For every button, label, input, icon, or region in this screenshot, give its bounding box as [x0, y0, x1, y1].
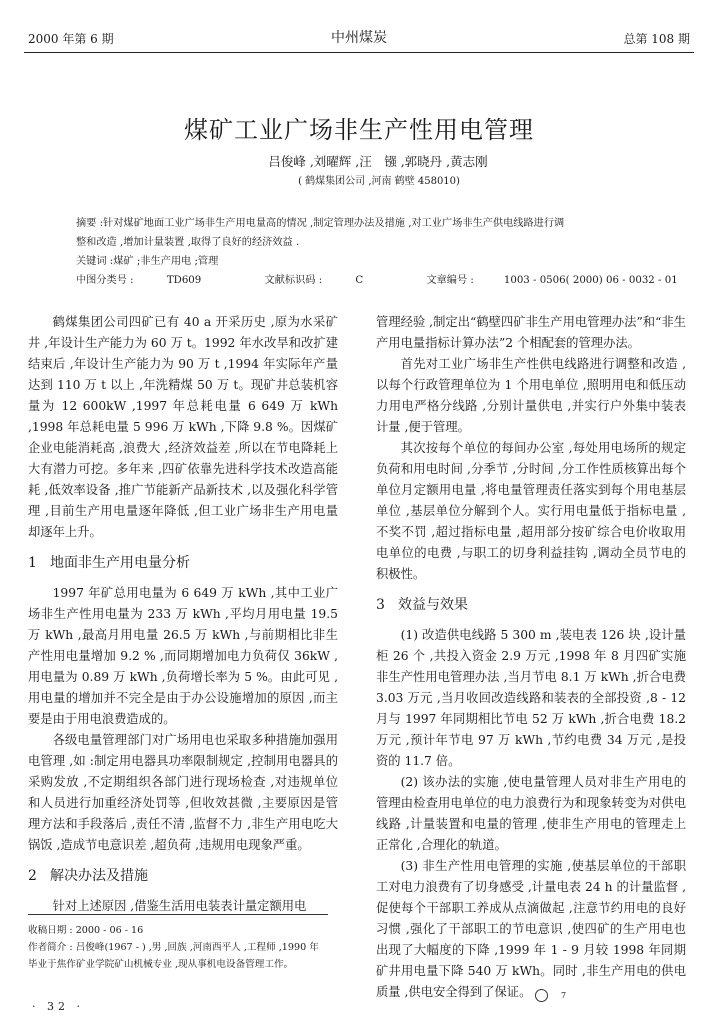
footnote: [28, 922, 348, 973]
article-affiliation: ( 鹤煤集团公司 ,河南 鹤壁 458010): [298, 176, 460, 187]
section-title: 效益与效果: [398, 597, 468, 613]
article-title: 煤矿工业广场非生产性用电管理: [184, 116, 534, 144]
section-number: 2: [28, 868, 37, 884]
body-paragraph: 首先对工业广场非生产性供电线路进行调整和改造 ,以每个行政管理单位为 1 个用电单位 ,照明用电和低压动力用电严格分线路 ,分别计量供电 ,并实行户外集中装表计量 ,便于管理。: [376, 357, 686, 434]
received-date: 收稿日期 : 2000 - 06 - 16: [28, 925, 144, 936]
body-paragraph: (2) 该办法的实施 ,使电量管理人员对非生产用电的管理由检查用电单位的电力浪费行为和现象转变为对供电线路 ,计量装置和电量的管理 ,使非生产用电的管理走上正常化 ,合理化的轨道。: [376, 775, 686, 852]
article-authors: 吕俊峰 ,刘曜辉 ,汪 镪 ,郭晓丹 ,黄志刚: [268, 154, 488, 169]
body-paragraph: 管理经验 ,制定出“鹤壁四矿非生产用电管理办法”和“非生产用电量指标计算办法”2 个相配套的管理办法。: [376, 315, 686, 350]
abstract-label: 摘要 :: [76, 218, 104, 229]
author-bio-2: 毕业于焦作矿业学院矿山机械专业 ,现从事机电设备管理工作。: [28, 959, 294, 970]
header-rule: [24, 52, 694, 53]
article-no-block: [426, 275, 707, 286]
body-paragraph-last: [376, 856, 686, 1003]
body-paragraph: 其次按每个单位的每间办公室 ,每处用电场所的规定负荷和用电时间 ,分季节 ,分时间 ,分工作性质核算出每个单位月定额用电量 ,将电量管理责任落实到每个用电基层单位 ,基层单位分解到个人。实行用电量低于指标电量 ,不奖不罚 ,超过指标电量 ,超用部分按矿综合电价收取用电单位的电费 ,与职工的切身利益挂钩 ,调动全员节电的积极性。: [376, 441, 686, 581]
clc-label: 中图分类号 :: [76, 275, 134, 286]
total-issue-label: 总第 108 期: [623, 32, 690, 46]
right-column: [376, 312, 686, 1003]
issue-label: 2000 年第 6 期: [28, 32, 114, 46]
doc-code-label: 文献标识码 :: [264, 275, 323, 286]
body-paragraph: (1) 改造供电线路 5 300 m ,装电表 126 块 ,设计量柜 26 个 ,共投入资金 2.9 万元 ,1998 年 8 月四矿实施非生产性用电管理办法 ,当月节电 8.1 万 kWh ,折合电费 3.03 万元 ,当月收回改造线路和装表的全部投资 ,8 - 12 月与 1997 年同期相比节电 52 万 kWh ,折合电费 18.2 万元 ,预计年节电 97 万 kWh ,节约电费 34 万元 ,是投资的 11.7 倍。: [376, 628, 686, 768]
abstract-line-1: [76, 214, 686, 233]
section-title: 地面非生产用电量分析: [50, 555, 190, 571]
left-column: [28, 312, 338, 917]
keywords-line: [76, 252, 686, 271]
clc-block: [76, 275, 231, 286]
abstract-text-1: 针对煤矿地面工业广场非生产用电量高的情况 ,制定管理办法及措施 ,对工业广场非生产供电线路进行调: [103, 218, 565, 229]
section-number: 1: [28, 555, 37, 571]
end-mark: 7: [535, 989, 548, 1002]
keywords-label: 关键词 :: [76, 256, 114, 267]
article-no: 1003 - 0506( 2000) 06 - 0032 - 01: [503, 275, 678, 286]
abstract-line-2: [76, 233, 686, 252]
body-paragraph: 鹤煤集团公司四矿已有 40 a 开采历史 ,原为水采矿井 ,年设计生产能力为 60 万 t。1992 年水改旱和改扩建结束后 ,年设计生产能力为 90 万 t ,1994 年实际年产量达到 110 万 t 以上 ,年洗精煤 50 万 t。现矿井总装机容量为 12 600kW ,1997 年总耗电量 6 649 万 kWh ,1998 年总耗电量 5 996 万 kWh ,下降 9.8 %。因煤矿企业电能消耗高 ,浪费大 ,经济效益差 ,所以在节电降耗上大有潜力可挖。多年来 ,四矿依靠先进科学技术改造高能耗 ,低效率设备 ,推广节能新产品新技术 ,以及强化科学管理 ,目前生产用电量逐年降低 ,但工业广场非生产用电量却逐年上升。: [28, 315, 338, 539]
body-paragraph: 针对上述原因 ,借鉴生活用电装表计量定额用电: [52, 899, 307, 913]
section-title: 解决办法及措施: [50, 868, 148, 884]
page-number: · 32 ·: [32, 1000, 84, 1013]
keywords-text: 煤矿 ;非生产用电 ;管理: [113, 256, 219, 267]
section-heading-2: [28, 866, 338, 886]
running-header: [28, 30, 690, 48]
doc-code-block: [265, 275, 394, 286]
clc-code: TD609: [166, 275, 202, 286]
classification-line: [76, 271, 686, 290]
footnote-rule: [28, 914, 328, 915]
doc-code: C: [355, 275, 364, 286]
journal-name: 中州煤炭: [331, 30, 387, 46]
section-heading-3: [376, 595, 686, 615]
section-number: 3: [376, 597, 385, 613]
author-bio-1: 作者简介 : 吕俊峰(1967 - ) ,男 ,回族 ,河南西平人 ,工程师 ,1990 年: [28, 942, 319, 953]
body-paragraph: 1997 年矿总用电量为 6 649 万 kWh ,其中工业广场非生产性用电量为 233 万 kWh ,平均月用电量 19.5 万 kWh ,最高月用电量 26.5 万 kWh ,与前期相比非生产性用电量增加 9.2 % ,而同期增加电力负荷仅 36kW ,用电量为 0.89 万 kWh ,负荷增长率为 5 %。由此可见 ,用电量的增加并不完全是由于办公设施增加的原因 ,而主要是由于用电浪费造成的。: [28, 586, 338, 726]
body-paragraph: 各级电量管理部门对广场用电也采取多种措施加强用电管理 ,如 :制定用电器具功率限制规定 ,控制用电器具的采购发放 ,不定期组织各部门进行现场检查 ,对违规单位和人员进行加重经济处罚等 ,但收效甚微 ,主要原因是管理方法和手段落后 ,责任不清 ,监督不力 ,非生产用电吃大锅饭 ,造成节电意识差 ,超负荷 ,违规用电现象严重。: [28, 733, 338, 852]
section-heading-1: [28, 553, 338, 573]
abstract-text-2: 整和改造 ,增加计量装置 ,取得了良好的经济效益 .: [76, 237, 300, 248]
body-text: (3) 非生产性用电管理的实施 ,使基层单位的干部职工对电力浪费有了切身感受 ,计量电表 24 h 的计量监督 ,促使每个干部职工养成从点滴做起 ,注意节约用电的良好习惯 ,强化了干部职工的节电意识 ,使四矿的生产用电也出现了大幅度的下降 ,1999 年 1 - 9 月较 1998 年同期矿井用电量下降 540 万 kWh。同时 ,非生产用电的供电质量 ,供电安全得到了保证。: [376, 859, 686, 999]
article-no-label: 文章编号 :: [426, 275, 474, 286]
